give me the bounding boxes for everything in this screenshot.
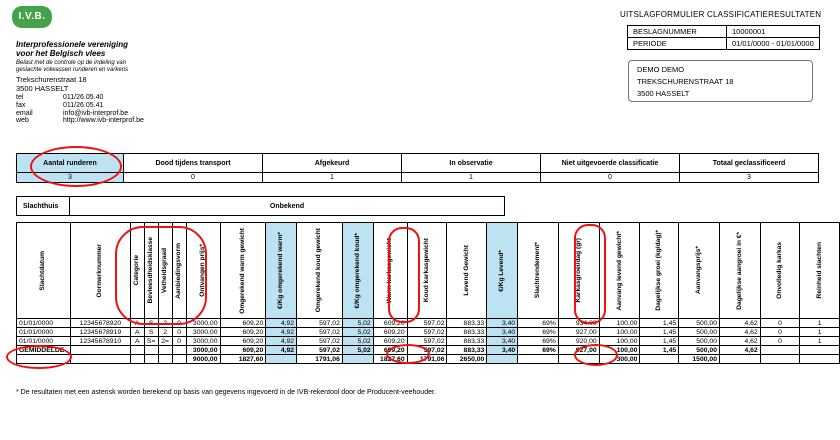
slachthuis-row — [16, 196, 505, 216]
table-cell: 500,00 — [679, 346, 720, 355]
slachthuis-value: Onbekend — [70, 197, 505, 216]
table-cell: 500,00 — [679, 328, 720, 337]
table-cell: 597,02 — [297, 319, 343, 328]
table-cell: 500,00 — [679, 337, 720, 346]
table-cell: 2650,00 — [447, 355, 487, 364]
table-cell: 0 — [172, 319, 186, 328]
table-cell: 609,20 — [373, 328, 407, 337]
table-cell — [266, 355, 297, 364]
table-cell: S= — [144, 337, 158, 346]
table-cell: 100,00 — [599, 328, 640, 337]
table-cell: 01/01/0000 — [17, 337, 71, 346]
periode-value: 01/01/0000 - 01/01/0000 — [727, 38, 820, 50]
column-header — [599, 223, 640, 319]
table-cell: 2 — [158, 319, 172, 328]
table-cell — [800, 355, 840, 364]
table-cell: 3,40 — [487, 346, 518, 355]
column-header-label: Warm karkasgewicht — [386, 237, 394, 304]
table-cell — [144, 346, 158, 355]
column-header — [373, 223, 407, 319]
table-cell: 1,45 — [640, 328, 679, 337]
column-header — [640, 223, 679, 319]
contact-label: web — [16, 117, 29, 125]
column-header-label: Categorie — [133, 255, 141, 286]
summary-value: 0 — [541, 173, 680, 183]
column-header — [760, 223, 800, 319]
table-row — [17, 337, 840, 346]
table-cell — [342, 355, 373, 364]
contact-value: info@ivb-interprof.be — [63, 109, 129, 117]
table-cell: 1500,00 — [679, 355, 720, 364]
table-cell: 597,02 — [407, 337, 447, 346]
column-header-label: Omgerekend warm gewicht — [238, 227, 246, 314]
summary-table — [16, 153, 819, 183]
org-name-line2: voor het Belgisch vlees — [16, 49, 106, 58]
table-cell: 597,02 — [297, 346, 343, 355]
column-header — [679, 223, 720, 319]
column-header-label: Dagelijkse aangroei in €* — [735, 231, 743, 310]
table-cell: S — [144, 319, 158, 328]
column-header — [297, 223, 343, 319]
column-header — [719, 223, 760, 319]
organization-name — [16, 40, 216, 58]
table-cell: GEMIDDELDE — [17, 346, 71, 355]
table-cell: 597,02 — [297, 337, 343, 346]
table-cell: 1 — [800, 328, 840, 337]
mission-line2: geslachte volwassen runderen en varkens — [16, 66, 129, 73]
table-cell: 4,92 — [266, 346, 297, 355]
table-cell: 100,00 — [599, 337, 640, 346]
table-cell: 0 — [760, 319, 800, 328]
table-cell: 3000,00 — [186, 319, 220, 328]
column-header-label: Dagelijkse groei (kg/dag)* — [655, 230, 663, 311]
table-cell: 5,02 — [342, 337, 373, 346]
table-cell: 597,02 — [407, 319, 447, 328]
table-cell: 597,02 — [407, 346, 447, 355]
table-cell: A — [130, 319, 144, 328]
contact-row — [16, 110, 144, 118]
column-header — [144, 223, 158, 319]
contact-row — [16, 94, 144, 102]
org-street: Trekschurenstraat 18 — [16, 75, 87, 84]
table-cell: 2 — [158, 328, 172, 337]
beslag-label: BESLAGNUMMER — [628, 26, 727, 38]
producer-city: 3500 HASSELT — [637, 89, 690, 98]
table-cell — [172, 355, 186, 364]
table-cell: 1,45 — [640, 319, 679, 328]
table-cell: 5,02 — [342, 328, 373, 337]
report-title: UITSLAGFORMULIER CLASSIFICATIERESULTATEN — [620, 10, 822, 19]
column-header — [158, 223, 172, 319]
summary-value: 3 — [17, 173, 124, 183]
table-cell: 3,40 — [487, 337, 518, 346]
table-cell — [158, 346, 172, 355]
column-header — [220, 223, 266, 319]
table-cell: 3,40 — [487, 319, 518, 328]
table-cell: 597,02 — [297, 328, 343, 337]
column-header — [186, 223, 220, 319]
summary-value: 1 — [263, 173, 402, 183]
table-cell: 609,20 — [373, 346, 407, 355]
contact-label: email — [16, 109, 33, 117]
table-cell: 609,20 — [373, 319, 407, 328]
table-cell: 920,00 — [558, 337, 599, 346]
table-cell: 0 — [172, 328, 186, 337]
table-cell — [558, 355, 599, 364]
table-cell: 500,00 — [679, 319, 720, 328]
contact-value: 011/26.05.40 — [63, 94, 104, 101]
column-header — [518, 223, 559, 319]
column-header — [342, 223, 373, 319]
table-cell: 0 — [172, 337, 186, 346]
table-cell: 883,33 — [447, 319, 487, 328]
producer-address-box — [628, 60, 813, 102]
table-cell: 927,00 — [558, 328, 599, 337]
column-header — [407, 223, 447, 319]
table-cell — [158, 355, 172, 364]
column-header-label: €/Kg omgerekend koud* — [353, 232, 361, 309]
column-header-label: €/Kg Levend* — [498, 249, 506, 292]
table-cell: 9000,00 — [186, 355, 220, 364]
column-header — [70, 223, 130, 319]
column-header-label: €/Kg omgerekend warm* — [277, 232, 285, 309]
summary-header: In observatie — [402, 154, 541, 173]
column-header-label: Aanvang levend gewicht* — [615, 230, 623, 311]
table-cell: 883,33 — [447, 346, 487, 355]
table-cell: 883,33 — [447, 328, 487, 337]
column-header — [558, 223, 599, 319]
table-cell — [800, 346, 840, 355]
table-cell: 4,62 — [719, 328, 760, 337]
summary-header: Totaal geclassificeerd — [680, 154, 819, 173]
slachthuis-label: Slachthuis — [17, 197, 70, 216]
column-header — [130, 223, 144, 319]
contact-label: fax — [16, 101, 26, 109]
table-cell: 4,92 — [266, 328, 297, 337]
table-cell: 609,20 — [373, 337, 407, 346]
table-cell: 3000,00 — [186, 328, 220, 337]
table-cell: 927,00 — [558, 346, 599, 355]
column-header-label: Karkasgroei/dag (gr) — [574, 238, 582, 303]
table-cell: A — [130, 328, 144, 337]
table-cell: 609,20 — [220, 319, 266, 328]
producer-name: DEMO DEMO — [637, 65, 685, 74]
table-cell: 12345678920 — [70, 319, 130, 328]
table-cell: 01/01/0000 — [17, 319, 71, 328]
org-name-line1: Interprofessionele vereniging — [16, 40, 129, 49]
table-cell: 4,62 — [719, 346, 760, 355]
table-cell: 1827,60 — [373, 355, 407, 364]
table-cell: 1 — [800, 337, 840, 346]
table-cell: 1,45 — [640, 337, 679, 346]
table-cell: 4,92 — [266, 337, 297, 346]
column-header — [172, 223, 186, 319]
table-cell: 2= — [158, 337, 172, 346]
table-cell: 609,20 — [220, 346, 266, 355]
column-header — [487, 223, 518, 319]
summary-header: Aantal runderen — [17, 154, 124, 173]
table-cell: 5,02 — [342, 319, 373, 328]
table-cell: 597,02 — [407, 328, 447, 337]
table-cell — [70, 346, 130, 355]
summary-header: Dood tijdens transport — [124, 154, 263, 173]
summary-header: Afgekeurd — [263, 154, 402, 173]
table-cell — [130, 355, 144, 364]
footnote: * De resultaten met een asterisk worden berekend op basis van gegevens ingevoerd in de IVB-rekentool door de Producent-veehouder. — [16, 389, 436, 396]
column-header-label: Reinheid slachten — [815, 242, 823, 299]
total-row — [17, 355, 840, 364]
table-cell: 3000,00 — [186, 346, 220, 355]
column-header-label: Vetheidsgraad — [161, 247, 169, 294]
table-cell — [640, 355, 679, 364]
column-header-label: Koud karkasgewicht — [423, 238, 431, 303]
summary-value: 1 — [402, 173, 541, 183]
mission-line1: Belast met de controle op de indeling van — [16, 60, 127, 66]
table-cell: A — [130, 337, 144, 346]
table-cell — [70, 355, 130, 364]
column-header-label: Ontvangen prijs* — [199, 244, 207, 297]
table-cell: 1 — [800, 319, 840, 328]
table-cell: 12345678919 — [70, 328, 130, 337]
contact-value: 011/26.05.41 — [63, 101, 104, 109]
table-cell: S — [144, 328, 158, 337]
table-cell: 1,45 — [640, 346, 679, 355]
table-cell — [130, 346, 144, 355]
contact-row — [16, 117, 144, 125]
contact-label: tel — [16, 94, 24, 101]
column-header-label: Aanbiedingsvorm — [175, 242, 183, 299]
contact-value: http://www.ivb-interprof.be — [63, 117, 144, 125]
column-header — [17, 223, 71, 319]
beslag-value: 10000001 — [727, 26, 820, 38]
column-header-label: Omgerekend koud gewicht — [315, 228, 323, 313]
table-cell: 100,00 — [599, 346, 640, 355]
column-header-label: Levend Gewicht — [462, 245, 470, 296]
contact-row — [16, 102, 144, 110]
table-cell: 4,92 — [266, 319, 297, 328]
summary-value: 3 — [680, 173, 819, 183]
table-cell: 1791,06 — [297, 355, 343, 364]
table-cell: 3,40 — [487, 328, 518, 337]
table-cell — [518, 355, 559, 364]
organization-address — [16, 76, 87, 93]
table-cell: 4,62 — [719, 337, 760, 346]
table-cell: 4,62 — [719, 319, 760, 328]
periode-label: PERIODE — [628, 38, 727, 50]
table-cell — [17, 355, 71, 364]
summary-value: 0 — [124, 173, 263, 183]
ivb-logo: I.V.B. — [12, 6, 52, 28]
table-cell: 609,20 — [220, 328, 266, 337]
table-cell: 0 — [760, 328, 800, 337]
table-cell: 1827,60 — [220, 355, 266, 364]
table-cell: 69% — [518, 337, 559, 346]
organization-mission — [16, 60, 216, 73]
table-cell: 934,00 — [558, 319, 599, 328]
table-cell — [760, 355, 800, 364]
table-cell — [719, 355, 760, 364]
column-header-label: Oormerknummer — [96, 243, 104, 298]
table-cell: 609,20 — [220, 337, 266, 346]
column-header — [447, 223, 487, 319]
table-cell: 300,00 — [599, 355, 640, 364]
table-cell: 100,00 — [599, 319, 640, 328]
column-header-label: Onvolledig karkas — [775, 242, 783, 299]
column-header — [266, 223, 297, 319]
column-header-label: Bevleesdheidsklasse — [147, 237, 155, 304]
table-cell: 5,02 — [342, 346, 373, 355]
table-cell — [172, 346, 186, 355]
column-header-label: Aanvangsprijs* — [695, 246, 703, 295]
table-cell: 12345678910 — [70, 337, 130, 346]
table-cell: 01/01/0000 — [17, 328, 71, 337]
table-cell: 1791,06 — [407, 355, 447, 364]
table-cell — [144, 355, 158, 364]
org-city: 3500 HASSELT — [16, 83, 69, 93]
table-cell: 3000,00 — [186, 337, 220, 346]
column-header-label: Slachtrendement* — [534, 242, 542, 299]
column-header — [800, 223, 840, 319]
table-cell: 0 — [760, 337, 800, 346]
table-cell: 69% — [518, 319, 559, 328]
contact-list — [16, 94, 144, 125]
table-cell: 69% — [518, 346, 559, 355]
producer-street: TREKSCHURENSTRAAT 18 — [637, 77, 734, 86]
column-header-label: Slachtdatum — [39, 250, 47, 291]
average-row — [17, 346, 840, 355]
table-row — [17, 319, 840, 328]
table-cell — [487, 355, 518, 364]
table-cell: 883,33 — [447, 337, 487, 346]
results-table — [16, 222, 840, 364]
table-cell — [760, 346, 800, 355]
summary-header: Niet uitgevoerde classificatie — [541, 154, 680, 173]
table-cell: 69% — [518, 328, 559, 337]
report-info-box — [627, 25, 820, 50]
table-row — [17, 328, 840, 337]
